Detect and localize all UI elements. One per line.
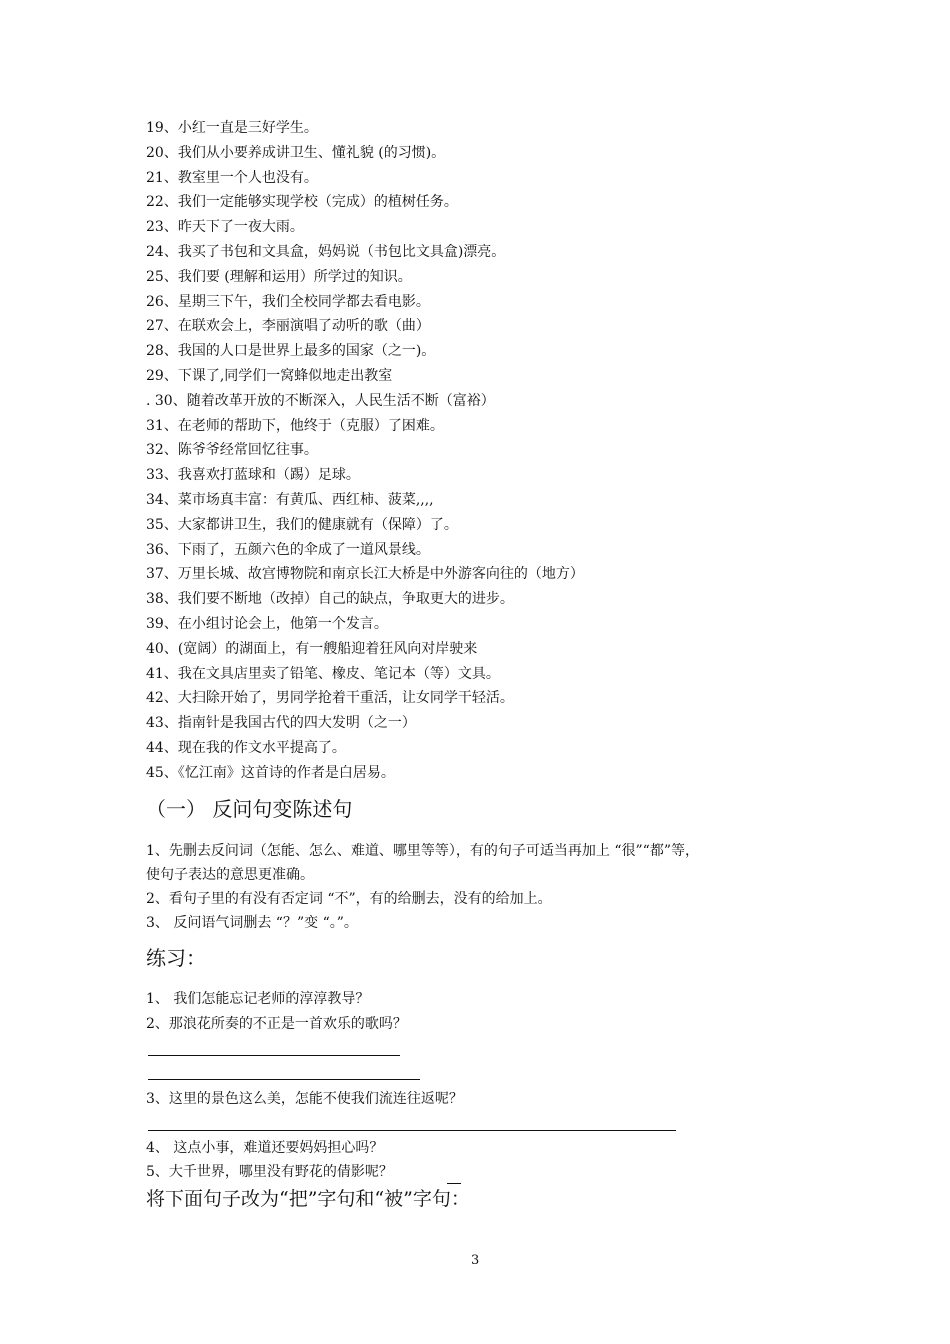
sentence-item: . 30、随着改革开放的不断深入，人民生活不断（富裕）: [146, 393, 495, 409]
sentence-item: 39、在小组讨论会上，他第一个发言。: [146, 616, 388, 632]
section-heading: （一） 反问句变陈述句: [146, 797, 353, 821]
sentence-item: 36、下雨了，五颜六色的伞成了一道风景线。: [146, 542, 430, 558]
practice-question-3: 3、这里的景色这么美，怎能不使我们流连往返呢？: [146, 1091, 463, 1107]
sentence-item: 32、陈爷爷经常回忆往事。: [146, 442, 318, 458]
sentence-item: 35、大家都讲卫生，我们的健康就有（保障）了。: [146, 517, 458, 533]
sentence-item: 43、指南针是我国古代的四大发明（之一）: [146, 715, 416, 731]
practice-heading: 练习：: [146, 946, 206, 970]
answer-line: [148, 1079, 420, 1080]
sentence-item: 45、《忆江南》这首诗的作者是白居易。: [146, 765, 395, 781]
sentence-item: 37、万里长城、故宫博物院和南京长江大桥是中外游客向往的（地方）: [146, 566, 584, 582]
rule-2: 2、看句子里的有没有否定词 “不”，有的给删去，没有的给加上。: [146, 891, 552, 907]
sentence-item: 34、菜市场真丰富：有黄瓜、西红柿、菠菜,,,,: [146, 492, 434, 508]
rule-1-line-2: 使句子表达的意思更准确。: [146, 867, 314, 883]
sentence-item: 23、昨天下了一夜大雨。: [146, 219, 304, 235]
page-number: 3: [471, 1253, 480, 1268]
sentence-item: 28、我国的人口是世界上最多的国家（之一)。: [146, 343, 436, 359]
final-heading: 将下面句子改为“把”字句和“被”字句：: [146, 1188, 470, 1210]
sentence-item: 21、教室里一个人也没有。: [146, 170, 318, 186]
rule-3: 3、 反问语气词删去 “？”变 “。”。: [146, 915, 358, 931]
sentence-item: 19、小红一直是三好学生。: [146, 120, 318, 136]
sentence-item: 40、(宽阔）的湖面上，有一艘船迎着狂风向对岸驶来: [146, 641, 478, 657]
sentence-item: 24、我买了书包和文具盒，妈妈说（书包比文具盒)漂亮。: [146, 244, 506, 260]
practice-question-2: 2、那浪花所奏的不正是一首欢乐的歌吗？: [146, 1016, 407, 1032]
sentence-item: 25、我们要 (理解和运用）所学过的知识。: [146, 269, 412, 285]
sentence-item: 27、在联欢会上，李丽演唱了动听的歌（曲）: [146, 318, 430, 334]
sentence-item: 44、现在我的作文水平提高了。: [146, 740, 346, 756]
rule-1-line-1: 1、先删去反问词（怎能、怎么、难道、哪里等等），有的句子可适当再加上 “很”“都”等，: [146, 843, 699, 859]
sentence-item: 42、大扫除开始了，男同学抢着干重活，让女同学干轻活。: [146, 690, 514, 706]
practice-question-5: 5、大千世界，哪里没有野花的倩影呢？: [146, 1164, 393, 1180]
sentence-item: 33、我喜欢打蓝球和（踢）足球。: [146, 467, 360, 483]
sentence-item: 26、星期三下午，我们全校同学都去看电影。: [146, 294, 430, 310]
answer-line: [148, 1055, 400, 1056]
answer-blank: [447, 1183, 461, 1184]
sentence-item: 22、我们一定能够实现学校（完成）的植树任务。: [146, 194, 458, 210]
practice-question-1: 1、 我们怎能忘记老师的淳淳教导？: [146, 991, 370, 1007]
practice-question-4: 4、 这点小事，难道还要妈妈担心吗？: [146, 1140, 384, 1156]
sentence-item: 31、在老师的帮助下，他终于（克服）了困难。: [146, 418, 444, 434]
sentence-item: 29、下课了,同学们一窝蜂似地走出教室: [146, 368, 393, 384]
answer-line: [148, 1130, 676, 1131]
sentence-item: 41、我在文具店里卖了铅笔、橡皮、笔记本（等）文具。: [146, 666, 500, 682]
sentence-item: 38、我们要不断地（改掉）自己的缺点，争取更大的进步。: [146, 591, 514, 607]
sentence-item: 20、我们从小要养成讲卫生、懂礼貌 (的习惯)。: [146, 145, 446, 161]
